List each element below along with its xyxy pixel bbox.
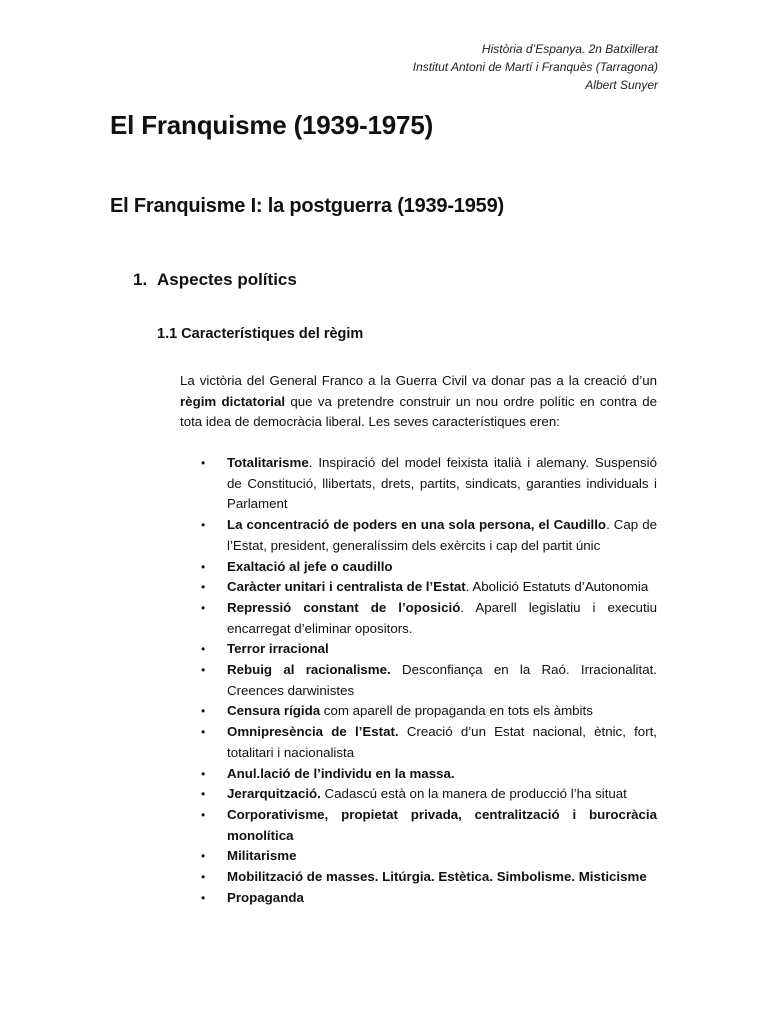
list-item-text: . Abolició Estatuts d’Autonomia	[465, 579, 649, 595]
list-item	[180, 701, 657, 722]
list-item-term: Totalitarisme	[227, 455, 309, 470]
list-item	[180, 805, 657, 846]
bullet-icon: •	[201, 807, 206, 822]
list-item-term: Anul.lació de l’individu en la massa.	[227, 765, 455, 781]
section-number: 1.	[133, 270, 148, 289]
list-item	[180, 846, 657, 867]
list-item-text: com aparell de propaganda en tots els àmbits	[320, 703, 593, 719]
list-item	[180, 784, 657, 805]
section-title: Aspectes polítics	[157, 270, 297, 289]
bullet-icon: •	[201, 787, 206, 802]
list-item-term: Propaganda	[227, 889, 304, 905]
list-item-term: Repressió constant de l’oposició	[227, 599, 461, 615]
list-item	[180, 639, 657, 660]
list-item-term: Caràcter unitari i centralista de l’Estat	[227, 579, 466, 595]
list-item-term: Exaltació al jefe o caudillo	[227, 558, 393, 574]
list-item-term: Militarisme	[227, 848, 297, 864]
bullet-icon: •	[201, 870, 206, 885]
list-item	[180, 764, 657, 785]
intro-paragraph	[180, 371, 657, 433]
list-item-text: . Inspiració del model feixista italià i alemany. Suspensió de Constitució, llibertats, drets, partits, sindicats, garanties individuals i Parlament	[227, 455, 657, 512]
list-item-term: Mobilització de masses. Litúrgia. Estètica. Simbolisme. Misticisme	[227, 869, 647, 885]
list-item	[180, 598, 657, 639]
list-item-term: Jerarquització.	[227, 786, 321, 802]
bullet-icon: •	[201, 890, 206, 905]
list-item-text: . Cap de l’Estat, president, generalíssim dels exèrcits i cap del partit únic	[227, 517, 657, 553]
header-course: Història d’Espanya. 2n Batxillerat	[481, 42, 658, 56]
characteristics-list	[180, 453, 657, 908]
list-item-term: Corporativisme, propietat privada, centralització i burocràcia monolítica	[227, 806, 657, 843]
subsection-heading: 1.1 Característiques del règim	[157, 326, 364, 342]
bullet-icon: •	[201, 725, 206, 740]
list-item-text: Cadascú està on la manera de producció l’ha situat	[320, 786, 627, 802]
intro-text-after: que va pretendre construir un nou ordre polític en contra de tota idea de democràcia liberal. Les seves característiques eren:	[180, 393, 658, 430]
section-heading	[133, 270, 297, 290]
list-item	[180, 515, 657, 556]
list-item	[180, 722, 657, 763]
list-item-term: La concentració de poders en una sola persona, el Caudillo	[227, 517, 607, 533]
list-item	[180, 453, 657, 515]
list-item-text: . Aparell legislatiu i executiu encarregat d’eliminar opositors.	[227, 599, 657, 636]
intro-text-before: La victòria del General Franco a la Guerra Civil va donar pas a la creació d’un	[180, 373, 657, 388]
bullet-icon: •	[201, 704, 206, 719]
list-item	[180, 660, 657, 701]
bullet-icon: •	[201, 600, 206, 615]
bullet-icon: •	[201, 456, 206, 470]
bullet-icon: •	[201, 518, 206, 533]
list-item-term: Omnipresència de l’Estat.	[227, 724, 399, 740]
list-item-text: Creació d’un Estat nacional, ètnic, fort, totalitari i nacionalista	[227, 724, 658, 760]
bullet-icon: •	[201, 642, 206, 657]
bullet-icon: •	[201, 580, 206, 595]
bullet-icon: •	[201, 766, 206, 781]
document-title: El Franquisme (1939-1975)	[110, 110, 434, 140]
list-item-term: Terror irracional	[227, 641, 329, 657]
bullet-icon: •	[201, 849, 206, 864]
list-item-term: Censura rígida	[227, 703, 321, 719]
bullet-icon: •	[201, 559, 206, 574]
list-item-term: Rebuig al racionalisme.	[227, 662, 391, 678]
list-item	[180, 577, 657, 598]
list-item	[180, 557, 657, 578]
header-institution: Institut Antoni de Martí i Franquès (Tarragona)	[412, 60, 658, 74]
list-item-text: Desconfiança en la Raó. Irracionalitat. Creences darwinistes	[227, 662, 657, 698]
bullet-icon: •	[201, 663, 206, 678]
list-item	[180, 867, 657, 888]
document-subtitle: El Franquisme I: la postguerra (1939-1959)	[110, 195, 504, 217]
header-author: Albert Sunyer	[585, 78, 658, 92]
intro-text-bold: règim dictatorial	[180, 393, 286, 409]
page-header	[413, 40, 658, 94]
list-item	[180, 888, 657, 909]
